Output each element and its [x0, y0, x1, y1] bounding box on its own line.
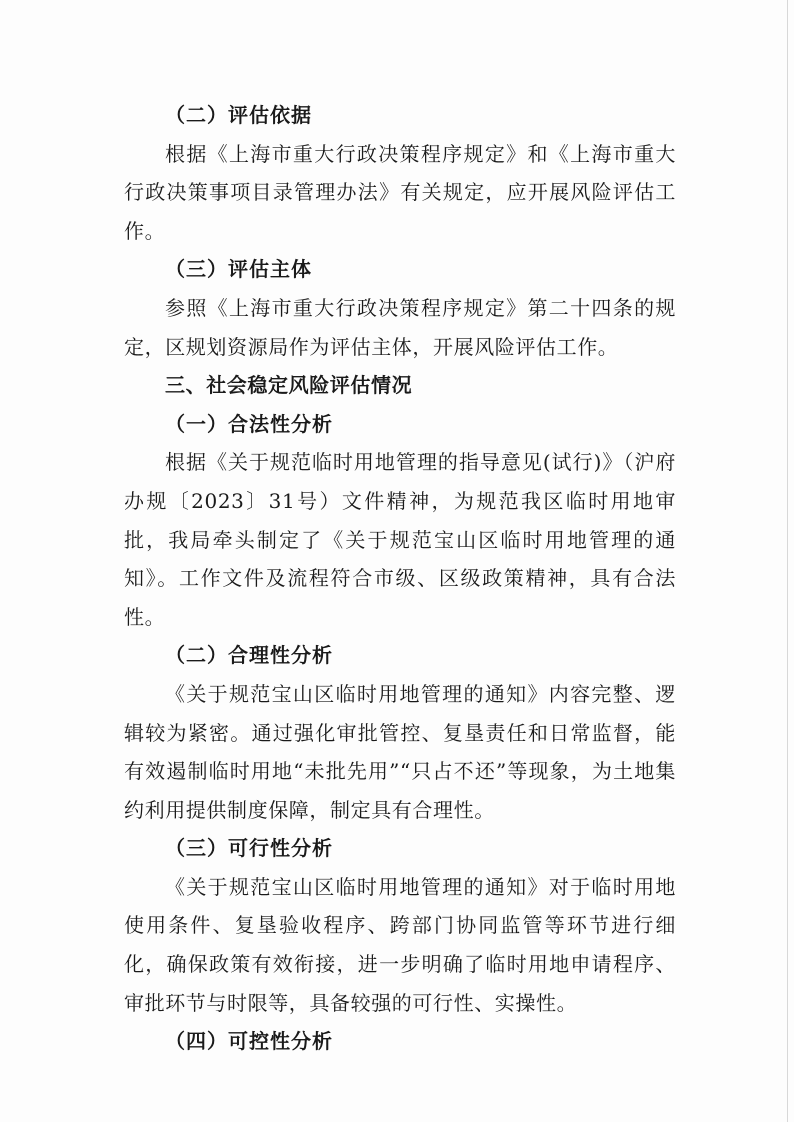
paragraph-rationality: 《关于规范宝山区临时用地管理的通知》内容完整、逻辑较为紧密。通过强化审批管控、复垦责任和日常监督，能有效遏制临时用地“未批先用”“只占不还”等现象，为土地集约利用提供制度保障，制定具有合理性。: [124, 681, 676, 822]
chapter-heading-assessment: 三、社会稳定风险评估情况: [165, 373, 413, 398]
section-heading-subject: （三）评估主体: [165, 257, 312, 282]
section-heading-controllability: （四）可控性分析: [165, 1029, 333, 1054]
scan-edge-line: [787, 0, 788, 1122]
section-heading-legality: （一）合法性分析: [165, 411, 333, 436]
paragraph-feasibility: 《关于规范宝山区临时用地管理的通知》对于临时用地使用条件、复垦验收程序、跨部门协同监管等环节进行细化，确保政策有效衔接，进一步明确了临时用地申请程序、审批环节与时限等，具备较强的可行性、实操性。: [124, 874, 676, 1015]
paragraph-legality: 根据《关于规范临时用地管理的指导意见(试行)》（沪府办规〔2023〕31号）文件精神，为规范我区临时用地审批，我局牵头制定了《关于规范宝山区临时用地管理的通知》。工作文件及流程符合市级、区级政策精神，具有合法性。: [124, 450, 676, 629]
document-body: [124, 96, 676, 1061]
paragraph-basis: 根据《上海市重大行政决策程序规定》和《上海市重大行政决策事项目录管理办法》有关规定，应开展风险评估工作。: [124, 141, 676, 243]
section-heading-feasibility: （三）可行性分析: [165, 836, 333, 861]
section-heading-rationality: （二）合理性分析: [165, 643, 333, 668]
section-heading-basis: （二）评估依据: [165, 103, 312, 127]
paragraph-subject: 参照《上海市重大行政决策程序规定》第二十四条的规定，区规划资源局作为评估主体，开展风险评估工作。: [124, 295, 676, 359]
